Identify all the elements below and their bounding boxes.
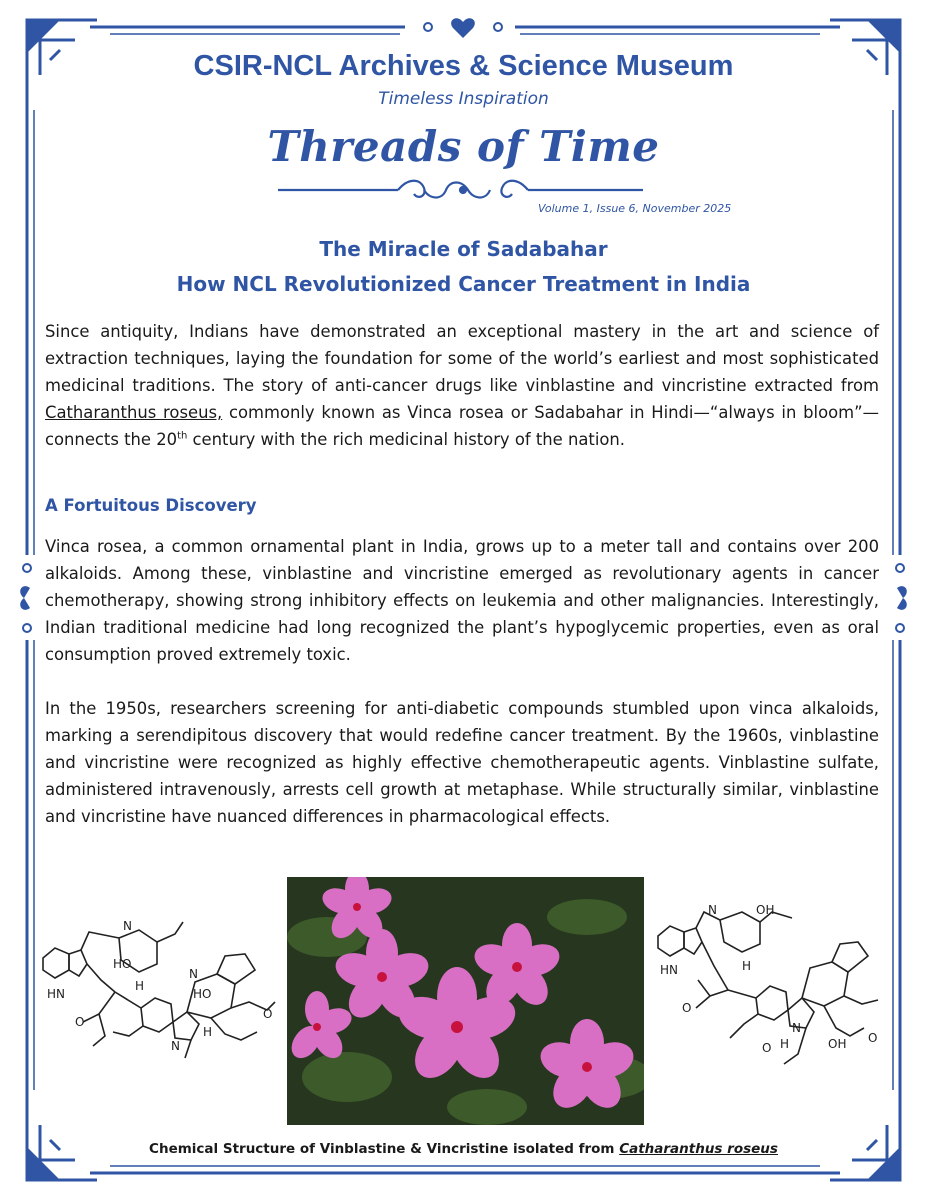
mol-label: N <box>792 1021 801 1035</box>
article-title: The Miracle of Sadabahar <box>319 237 608 261</box>
body-paragraph-1: Vinca rosea, a common ornamental plant in India, grows up to a meter tall and contains over 200 alkaloids. Among these, vinblastine and vincristine emerged as revolutionary agents in cancer chemotherapy, showing strong inhibitory effects on leukemia and other malignancies. Interestingly, Indian traditional medicine had long recognized the plant’s hypoglycemic properties, even as oral consumption proved extremely toxic. <box>45 537 879 664</box>
intro-paragraph <box>45 318 879 453</box>
caption-species: Catharanthus roseus <box>619 1141 778 1157</box>
organization-name: CSIR-NCL Archives & Science Museum <box>193 50 734 82</box>
mol-label: N <box>171 1039 180 1053</box>
caption-text: Chemical Structure of Vinblastine & Vincristine isolated from <box>149 1141 620 1157</box>
mol-label: O <box>868 1031 878 1045</box>
issue-volume: Volume 1, Issue 6, November 2025 <box>538 202 732 215</box>
mol-label: O <box>263 1007 273 1021</box>
mol-label: OH <box>756 903 775 917</box>
species-link: Catharanthus roseus, <box>45 403 223 422</box>
intro-text: Since antiquity, Indians have demonstrated an exceptional mastery in the art and science of extraction techniques, laying the foundation for some of the world’s earliest and most sophisticated medicinal traditions. The story of anti-cancer drugs like vinblastine and vincristine extracted from <box>45 322 879 395</box>
mol-label: HN <box>660 963 678 977</box>
intro-text-2: commonly known as Vinca rosea or Sadabahar in Hindi—“always in bloom”—connects the 20 <box>45 403 879 449</box>
vinblastine-structure <box>35 918 280 1068</box>
section-heading: A Fortuitous Discovery <box>45 496 257 515</box>
tagline: Timeless Inspiration <box>378 89 549 109</box>
mol-label: HO <box>113 957 132 971</box>
mol-label: H <box>780 1037 790 1051</box>
mol-label: HO <box>193 987 212 1001</box>
mol-label: N <box>708 903 717 917</box>
mol-label: H <box>742 959 752 973</box>
mol-label: HN <box>47 987 65 1001</box>
mol-label: O <box>682 1001 692 1015</box>
mol-label: O <box>762 1041 772 1055</box>
figure-caption <box>0 1141 927 1157</box>
article-subtitle: How NCL Revolutionized Cancer Treatment in India <box>176 272 751 296</box>
body-paragraph-2: In the 1950s, researchers screening for anti-diabetic compounds stumbled upon vinca alkaloids, marking a serendipitous discovery that would redefine cancer treatment. By the 1960s, vinblastine and vincristine were recognized as highly effective chemotherapeutic agents. Vinblastine sulfate, administered intravenously, arrests cell growth at metaphase. While structurally similar, vinblastine and vincristine have nuanced differences in pharmacological effects. <box>45 699 879 826</box>
mol-label: N <box>123 919 132 933</box>
mol-label: H <box>135 979 145 993</box>
sadabahar-flower-photo <box>287 877 644 1125</box>
intro-text-3: century with the rich medicinal history of the nation. <box>187 430 625 449</box>
mol-label: H <box>203 1025 213 1039</box>
masthead-title: Threads of Time <box>267 122 660 171</box>
mol-label: O <box>75 1015 85 1029</box>
mol-label: OH <box>828 1037 847 1051</box>
mol-label: N <box>189 967 198 981</box>
superscript: th <box>177 430 188 442</box>
vincristine-structure <box>652 900 892 1100</box>
